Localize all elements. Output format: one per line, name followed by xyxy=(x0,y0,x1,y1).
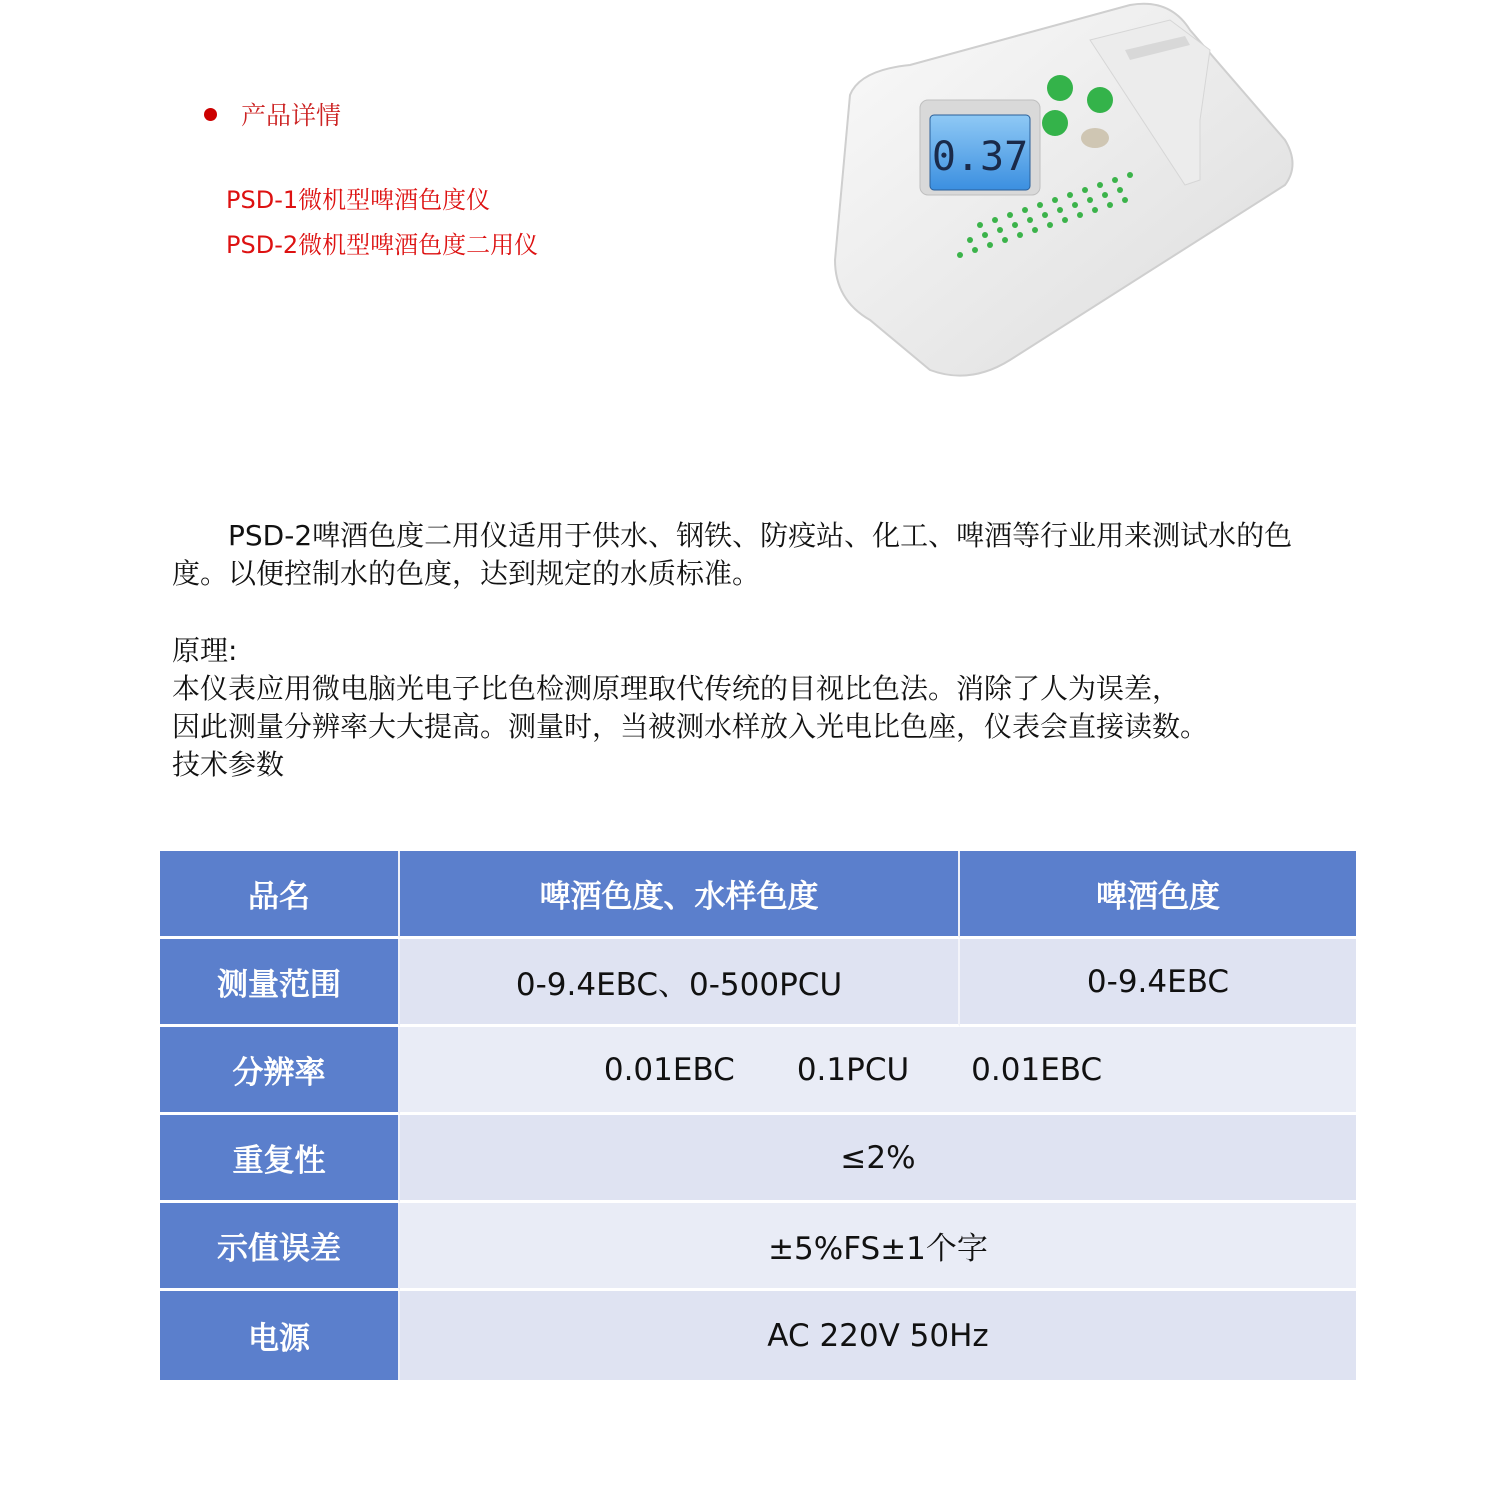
bullet-icon xyxy=(204,108,217,121)
principle-section xyxy=(172,632,1362,784)
table-row xyxy=(160,1115,1356,1203)
section-header xyxy=(204,96,341,132)
principle-heading: 原理: xyxy=(172,634,238,667)
power-value: AC 220V 50Hz xyxy=(400,1291,1356,1380)
error-label: 示值误差 xyxy=(160,1203,400,1291)
table-row xyxy=(160,939,1356,1027)
intro-paragraph xyxy=(172,517,1342,593)
device-display-value: 0.37 xyxy=(931,134,1029,180)
principle-line-2: 因此测量分辨率大大提高。测量时，当被测水样放入光电比色座，仪表会直接读数。 xyxy=(172,710,1209,743)
table-header-row xyxy=(160,851,1356,939)
resolution-value-1: 0.01EBC xyxy=(603,1051,735,1088)
principle-line-1: 本仪表应用微电脑光电子比色检测原理取代传统的目视比色法。消除了人为误差， xyxy=(172,672,1181,705)
repeatability-value: ≤2% xyxy=(400,1115,1356,1203)
intro-text: PSD-2啤酒色度二用仪适用于供水、钢铁、防疫站、化工、啤酒等行业用来测试水的色度。以便控制水的色度，达到规定的水质标准。 xyxy=(172,519,1293,590)
spec-table xyxy=(160,851,1356,1380)
header-label-cell: 品名 xyxy=(160,851,400,939)
product-link-psd2[interactable]: PSD-2微机型啤酒色度二用仪 xyxy=(226,231,539,259)
resolution-value-2: 0.1PCU xyxy=(796,1051,910,1088)
principle-line-3: 技术参数 xyxy=(172,748,285,781)
header-col2: 啤酒色度 xyxy=(960,851,1356,939)
product-list xyxy=(226,178,538,268)
resolution-value-3: 0.01EBC xyxy=(971,1051,1103,1088)
table-row xyxy=(160,1203,1356,1291)
resolution-label: 分辨率 xyxy=(160,1027,400,1115)
product-link-psd1[interactable]: PSD-1微机型啤酒色度仪 xyxy=(226,186,491,214)
device-image xyxy=(830,0,1305,385)
header-col1: 啤酒色度、水样色度 xyxy=(400,851,960,939)
repeatability-label: 重复性 xyxy=(160,1115,400,1203)
range-col1: 0-9.4EBC、0-500PCU xyxy=(400,939,960,1027)
section-title: 产品详情 xyxy=(241,101,342,130)
resolution-values xyxy=(400,1027,1356,1115)
range-col2: 0-9.4EBC xyxy=(960,939,1356,1027)
table-row xyxy=(160,1027,1356,1115)
range-label: 测量范围 xyxy=(160,939,400,1027)
power-label: 电源 xyxy=(160,1291,400,1380)
table-row xyxy=(160,1291,1356,1380)
error-value: ±5%FS±1个字 xyxy=(400,1203,1356,1291)
